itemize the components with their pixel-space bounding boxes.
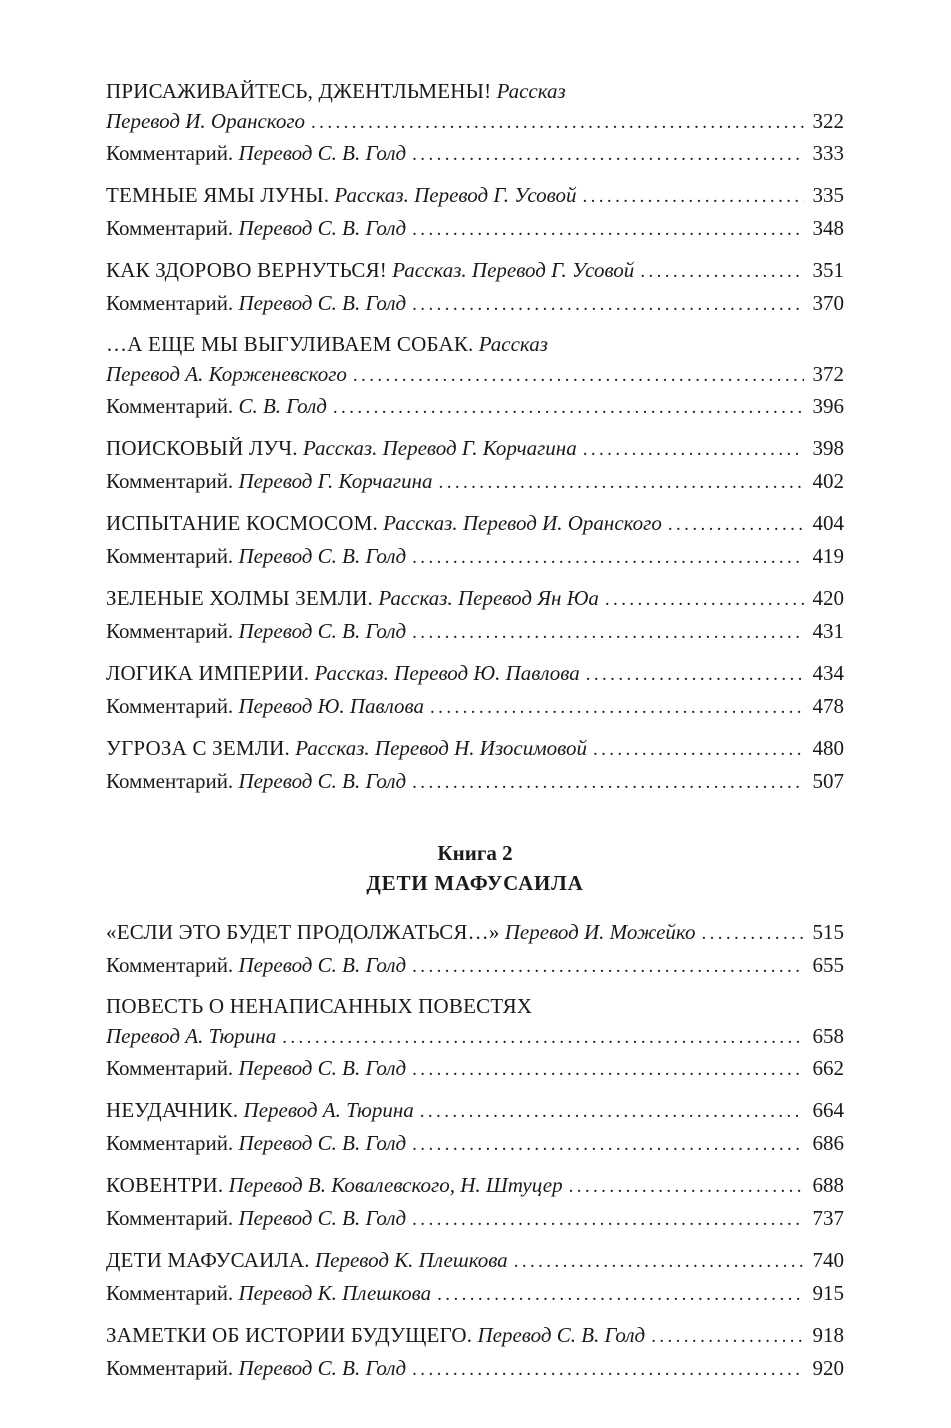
leader-dots bbox=[430, 693, 804, 723]
entry-detail-line bbox=[106, 950, 844, 982]
comment-label: Комментарий. bbox=[106, 1281, 234, 1305]
toc-entry bbox=[106, 179, 844, 245]
toc-entry bbox=[106, 991, 844, 1085]
leader-dots bbox=[514, 1246, 804, 1278]
page-number: 918 bbox=[812, 1323, 844, 1347]
comment-label: Комментарий. bbox=[106, 1206, 234, 1230]
entry-detail-line bbox=[106, 1203, 844, 1235]
toc-entry bbox=[106, 432, 844, 498]
entry-heading-line bbox=[106, 254, 844, 288]
entry-detail-line bbox=[106, 138, 844, 170]
leader-dots bbox=[668, 509, 804, 541]
translator-credit: Перевод С. В. Голд bbox=[238, 1206, 407, 1230]
page-number: 348 bbox=[812, 216, 844, 240]
entry-title: «ЕСЛИ ЭТО БУДЕТ ПРОДОЛЖАТЬСЯ…» bbox=[106, 920, 500, 944]
leader-dots bbox=[437, 1280, 804, 1310]
translator-credit: Перевод Ю. Павлова bbox=[238, 694, 425, 718]
entry-title: ПРИСАЖИВАЙТЕСЬ, ДЖЕНТЛЬМЕНЫ! bbox=[106, 79, 492, 103]
comment-label: Комментарий. bbox=[106, 291, 234, 315]
toc-entry bbox=[106, 254, 844, 320]
leader-dots bbox=[412, 618, 804, 648]
translator-credit: Перевод С. В. Голд bbox=[238, 1056, 407, 1080]
leader-dots bbox=[593, 734, 804, 766]
translator-credit: Перевод Г. Корчагина bbox=[238, 469, 433, 493]
page-number: 655 bbox=[812, 953, 844, 977]
comment-label: Комментарий. bbox=[106, 1356, 234, 1380]
entry-title: ПОВЕСТЬ О НЕНАПИСАННЫХ ПОВЕСТЯХ bbox=[106, 994, 533, 1018]
book2-entries bbox=[106, 916, 844, 1385]
entry-subtitle: Перевод В. Ковалевского, Н. Штуцер bbox=[228, 1173, 563, 1197]
entry-title: ИСПЫТАНИЕ КОСМОСОМ. bbox=[106, 511, 378, 535]
page-number: 686 bbox=[812, 1131, 844, 1155]
leader-dots bbox=[282, 1023, 804, 1053]
leader-dots bbox=[605, 584, 804, 616]
page-number: 688 bbox=[812, 1173, 844, 1197]
comment-label: Комментарий. bbox=[106, 1131, 234, 1155]
page-number: 372 bbox=[812, 362, 844, 386]
leader-dots bbox=[412, 768, 804, 798]
comment-label: Комментарий. bbox=[106, 469, 234, 493]
toc-entry bbox=[106, 76, 844, 170]
entry-detail-line bbox=[106, 466, 844, 498]
leader-dots bbox=[651, 1321, 804, 1353]
comment-label: Комментарий. bbox=[106, 619, 234, 643]
toc-entry bbox=[106, 329, 844, 423]
entry-title: ЛОГИКА ИМПЕРИИ. bbox=[106, 661, 310, 685]
entry-heading-line bbox=[106, 329, 844, 359]
entry-detail-line bbox=[106, 288, 844, 320]
page-number: 662 bbox=[812, 1056, 844, 1080]
leader-dots bbox=[583, 434, 804, 466]
entry-title: ПОИСКОВЫЙ ЛУЧ. bbox=[106, 436, 298, 460]
page-number: 402 bbox=[812, 469, 844, 493]
entry-detail-line bbox=[106, 106, 844, 138]
entry-detail-line bbox=[106, 766, 844, 798]
page-number: 515 bbox=[812, 920, 844, 944]
page-number: 335 bbox=[812, 183, 844, 207]
translator-credit: Перевод С. В. Голд bbox=[238, 141, 407, 165]
leader-dots bbox=[412, 543, 804, 573]
entry-subtitle: Рассказ. Перевод Ян Юа bbox=[378, 586, 599, 610]
entry-heading-line bbox=[106, 76, 844, 106]
entry-title: УГРОЗА С ЗЕМЛИ. bbox=[106, 736, 290, 760]
entry-detail-line bbox=[106, 213, 844, 245]
entry-detail-line bbox=[106, 1053, 844, 1085]
translator-credit: Перевод А. Корженевского bbox=[106, 362, 347, 386]
table-of-contents bbox=[106, 76, 844, 1394]
leader-dots bbox=[311, 108, 804, 138]
page-number: 920 bbox=[812, 1356, 844, 1380]
entry-heading-line bbox=[106, 507, 844, 541]
toc-entry bbox=[106, 1319, 844, 1385]
page-number: 419 bbox=[812, 544, 844, 568]
entry-subtitle: Рассказ. Перевод Ю. Павлова bbox=[314, 661, 580, 685]
page-number: 507 bbox=[812, 769, 844, 793]
page-number: 431 bbox=[812, 619, 844, 643]
entry-detail-line bbox=[106, 691, 844, 723]
comment-label: Комментарий. bbox=[106, 1056, 234, 1080]
comment-label: Комментарий. bbox=[106, 769, 234, 793]
leader-dots bbox=[412, 1205, 804, 1235]
page-number: 351 bbox=[812, 258, 844, 282]
leader-dots bbox=[412, 1130, 804, 1160]
leader-dots bbox=[412, 1055, 804, 1085]
entry-heading-line bbox=[106, 179, 844, 213]
entry-heading-line bbox=[106, 916, 844, 950]
entry-title: ЗЕЛЕНЫЕ ХОЛМЫ ЗЕМЛИ. bbox=[106, 586, 374, 610]
entry-heading-line bbox=[106, 1169, 844, 1203]
entry-detail-line bbox=[106, 541, 844, 573]
translator-credit: Перевод К. Плешкова bbox=[238, 1281, 432, 1305]
translator-credit: Перевод С. В. Голд bbox=[238, 769, 407, 793]
toc-entry bbox=[106, 1169, 844, 1235]
comment-label: Комментарий. bbox=[106, 694, 234, 718]
entry-title: …А ЕЩЕ МЫ ВЫГУЛИВАЕМ СОБАК. bbox=[106, 332, 474, 356]
leader-dots bbox=[586, 659, 804, 691]
page-number: 478 bbox=[812, 694, 844, 718]
book1-entries bbox=[106, 76, 844, 798]
page-number: 333 bbox=[812, 141, 844, 165]
comment-label: Комментарий. bbox=[106, 953, 234, 977]
book-label: Книга 2 bbox=[437, 841, 513, 865]
translator-credit: Перевод С. В. Голд bbox=[238, 619, 407, 643]
comment-label: Комментарий. bbox=[106, 394, 234, 418]
entry-detail-line bbox=[106, 1278, 844, 1310]
leader-dots bbox=[412, 1355, 804, 1385]
page-number: 480 bbox=[812, 736, 844, 760]
translator-credit: Перевод С. В. Голд bbox=[238, 216, 407, 240]
toc-entry bbox=[106, 916, 844, 982]
translator-credit: Перевод А. Тюрина bbox=[106, 1024, 277, 1048]
page-number: 915 bbox=[812, 1281, 844, 1305]
translator-credit: Перевод И. Оранского bbox=[106, 109, 306, 133]
entry-subtitle: Перевод С. В. Голд bbox=[477, 1323, 646, 1347]
entry-heading-line bbox=[106, 1319, 844, 1353]
entry-heading-line bbox=[106, 582, 844, 616]
entry-heading-line bbox=[106, 657, 844, 691]
book2-heading bbox=[106, 838, 844, 898]
page-number: 664 bbox=[812, 1098, 844, 1122]
toc-entry bbox=[106, 582, 844, 648]
entry-detail-line bbox=[106, 359, 844, 391]
entry-title: КАК ЗДОРОВО ВЕРНУТЬСЯ! bbox=[106, 258, 387, 282]
page-number: 396 bbox=[812, 394, 844, 418]
translator-credit: Перевод С. В. Голд bbox=[238, 1131, 407, 1155]
toc-entry bbox=[106, 732, 844, 798]
toc-entry bbox=[106, 507, 844, 573]
page-number: 740 bbox=[812, 1248, 844, 1272]
page-number: 658 bbox=[812, 1024, 844, 1048]
leader-dots bbox=[412, 140, 804, 170]
page-number: 398 bbox=[812, 436, 844, 460]
entry-subtitle: Рассказ. Перевод Г. Корчагина bbox=[302, 436, 577, 460]
entry-subtitle: Рассказ bbox=[478, 332, 548, 356]
entry-title: ЗАМЕТКИ ОБ ИСТОРИИ БУДУЩЕГО. bbox=[106, 1323, 473, 1347]
toc-entry bbox=[106, 657, 844, 723]
translator-credit: Перевод С. В. Голд bbox=[238, 1356, 407, 1380]
book-title: ДЕТИ МАФУСАИЛА bbox=[366, 871, 584, 895]
page-number: 404 bbox=[812, 511, 844, 535]
comment-label: Комментарий. bbox=[106, 141, 234, 165]
comment-label: Комментарий. bbox=[106, 544, 234, 568]
entry-heading-line bbox=[106, 991, 844, 1021]
translator-credit: Перевод С. В. Голд bbox=[238, 953, 407, 977]
toc-entry bbox=[106, 1094, 844, 1160]
entry-heading-line bbox=[106, 432, 844, 466]
entry-detail-line bbox=[106, 1128, 844, 1160]
entry-subtitle: Перевод И. Можейко bbox=[504, 920, 696, 944]
page-number: 370 bbox=[812, 291, 844, 315]
entry-subtitle: Рассказ. Перевод И. Оранского bbox=[383, 511, 662, 535]
entry-heading-line bbox=[106, 1094, 844, 1128]
entry-subtitle: Рассказ. Перевод Г. Усовой bbox=[392, 258, 635, 282]
entry-title: НЕУДАЧНИК. bbox=[106, 1098, 239, 1122]
entry-title: ДЕТИ МАФУСАИЛА. bbox=[106, 1248, 310, 1272]
entry-subtitle: Рассказ. Перевод Н. Изосимовой bbox=[295, 736, 587, 760]
entry-detail-line bbox=[106, 1021, 844, 1053]
leader-dots bbox=[412, 952, 804, 982]
leader-dots bbox=[569, 1171, 804, 1203]
leader-dots bbox=[412, 215, 804, 245]
translator-credit: С. В. Голд bbox=[238, 394, 327, 418]
leader-dots bbox=[640, 256, 804, 288]
leader-dots bbox=[582, 181, 804, 213]
entry-detail-line bbox=[106, 616, 844, 648]
entry-detail-line bbox=[106, 1353, 844, 1385]
page-number: 322 bbox=[812, 109, 844, 133]
translator-credit: Перевод С. В. Голд bbox=[238, 544, 407, 568]
leader-dots bbox=[420, 1096, 804, 1128]
entry-subtitle: Рассказ. Перевод Г. Усовой bbox=[334, 183, 577, 207]
entry-heading-line bbox=[106, 732, 844, 766]
leader-dots bbox=[412, 290, 804, 320]
leader-dots bbox=[333, 393, 804, 423]
entry-title: КОВЕНТРИ. bbox=[106, 1173, 224, 1197]
page-number: 420 bbox=[812, 586, 844, 610]
entry-subtitle: Рассказ bbox=[496, 79, 566, 103]
entry-subtitle: Перевод А. Тюрина bbox=[243, 1098, 414, 1122]
entry-title: ТЕМНЫЕ ЯМЫ ЛУНЫ. bbox=[106, 183, 330, 207]
page-number: 434 bbox=[812, 661, 844, 685]
leader-dots bbox=[353, 361, 804, 391]
translator-credit: Перевод С. В. Голд bbox=[238, 291, 407, 315]
leader-dots bbox=[439, 468, 804, 498]
page-number: 737 bbox=[812, 1206, 844, 1230]
leader-dots bbox=[701, 918, 804, 950]
entry-detail-line bbox=[106, 391, 844, 423]
comment-label: Комментарий. bbox=[106, 216, 234, 240]
entry-subtitle: Перевод К. Плешкова bbox=[314, 1248, 508, 1272]
entry-heading-line bbox=[106, 1244, 844, 1278]
toc-entry bbox=[106, 1244, 844, 1310]
